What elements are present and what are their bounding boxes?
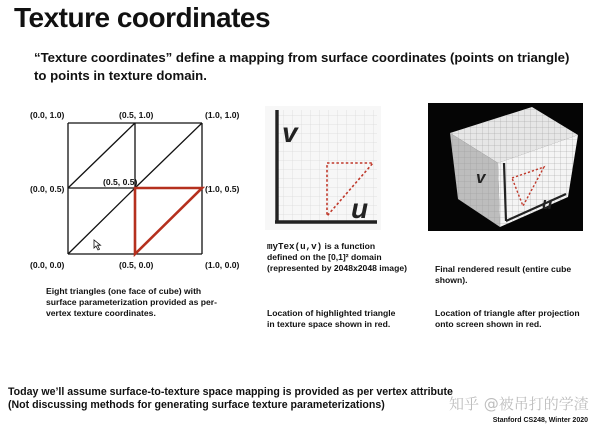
highlighted-triangle	[135, 188, 202, 254]
slide-footer	[8, 386, 453, 412]
v-axis-label: v	[282, 117, 298, 148]
caption-line: Eight triangles (one face of cube) with	[46, 286, 202, 296]
caption-line: vertex texture coordinates.	[46, 308, 156, 318]
caption-line: onto screen shown in red.	[435, 319, 542, 329]
coord-label: (0.5, 0.0)	[119, 260, 154, 270]
coord-label: (0.0, 0.5)	[30, 184, 65, 194]
mesh-diagonal	[135, 123, 202, 188]
coord-label: (1.0, 0.0)	[205, 260, 240, 270]
coord-label: (0.0, 1.0)	[30, 110, 65, 120]
cube-v-label: v	[476, 168, 486, 187]
u-axis-label: u	[351, 193, 369, 224]
texture-description	[267, 241, 427, 274]
mesh-caption	[46, 286, 246, 319]
texture-domain-diagram	[265, 106, 381, 230]
caption-line: Location of highlighted triangle	[267, 308, 396, 318]
footer-line-2: (Not discussing methods for generating surface texture parameterizations)	[8, 399, 385, 411]
render-caption-2	[435, 308, 595, 330]
coord-label: (0.0, 0.0)	[30, 260, 65, 270]
course-credit: Stanford CS248, Winter 2020	[492, 417, 588, 424]
cursor-arrow-icon	[94, 240, 101, 250]
coord-label: (0.5, 1.0)	[119, 110, 154, 120]
cube-u-label: u	[542, 194, 553, 213]
slide-title: Texture coordinates	[14, 2, 271, 33]
mesh-diagonal	[68, 188, 135, 254]
subtitle-line-2: to points in texture domain.	[34, 68, 207, 83]
coord-label: (1.0, 1.0)	[205, 110, 240, 120]
render-caption-1	[435, 264, 595, 286]
rendered-cube-image	[428, 103, 583, 231]
caption-line: shown).	[435, 275, 468, 285]
description-line: (represented by 2048x2048 image)	[267, 263, 407, 273]
coord-label: (1.0, 0.5)	[205, 184, 240, 194]
description-line	[267, 241, 427, 252]
caption-line: surface parameterization provided as per-	[46, 297, 217, 307]
description-line: defined on the [0,1]² domain	[267, 252, 382, 262]
caption-line: in texture space shown in red.	[267, 319, 391, 329]
code-name: myTex(u,v)	[267, 241, 323, 252]
caption-line: Final rendered result (entire cube	[435, 264, 572, 274]
watermark: 知乎 @被吊打的学渣	[449, 395, 589, 413]
footer-line-1: Today we’ll assume surface-to-texture space mapping is provided as per vertex attribute	[8, 386, 453, 398]
description-text: is a function	[322, 241, 376, 251]
caption-line: Location of triangle after projection	[435, 308, 580, 318]
subtitle-line-1: “Texture coordinates” define a mapping from surface coordinates (points on triangle)	[34, 50, 570, 65]
coord-label: (0.5, 0.5)	[103, 177, 138, 187]
texture-caption	[267, 308, 427, 330]
